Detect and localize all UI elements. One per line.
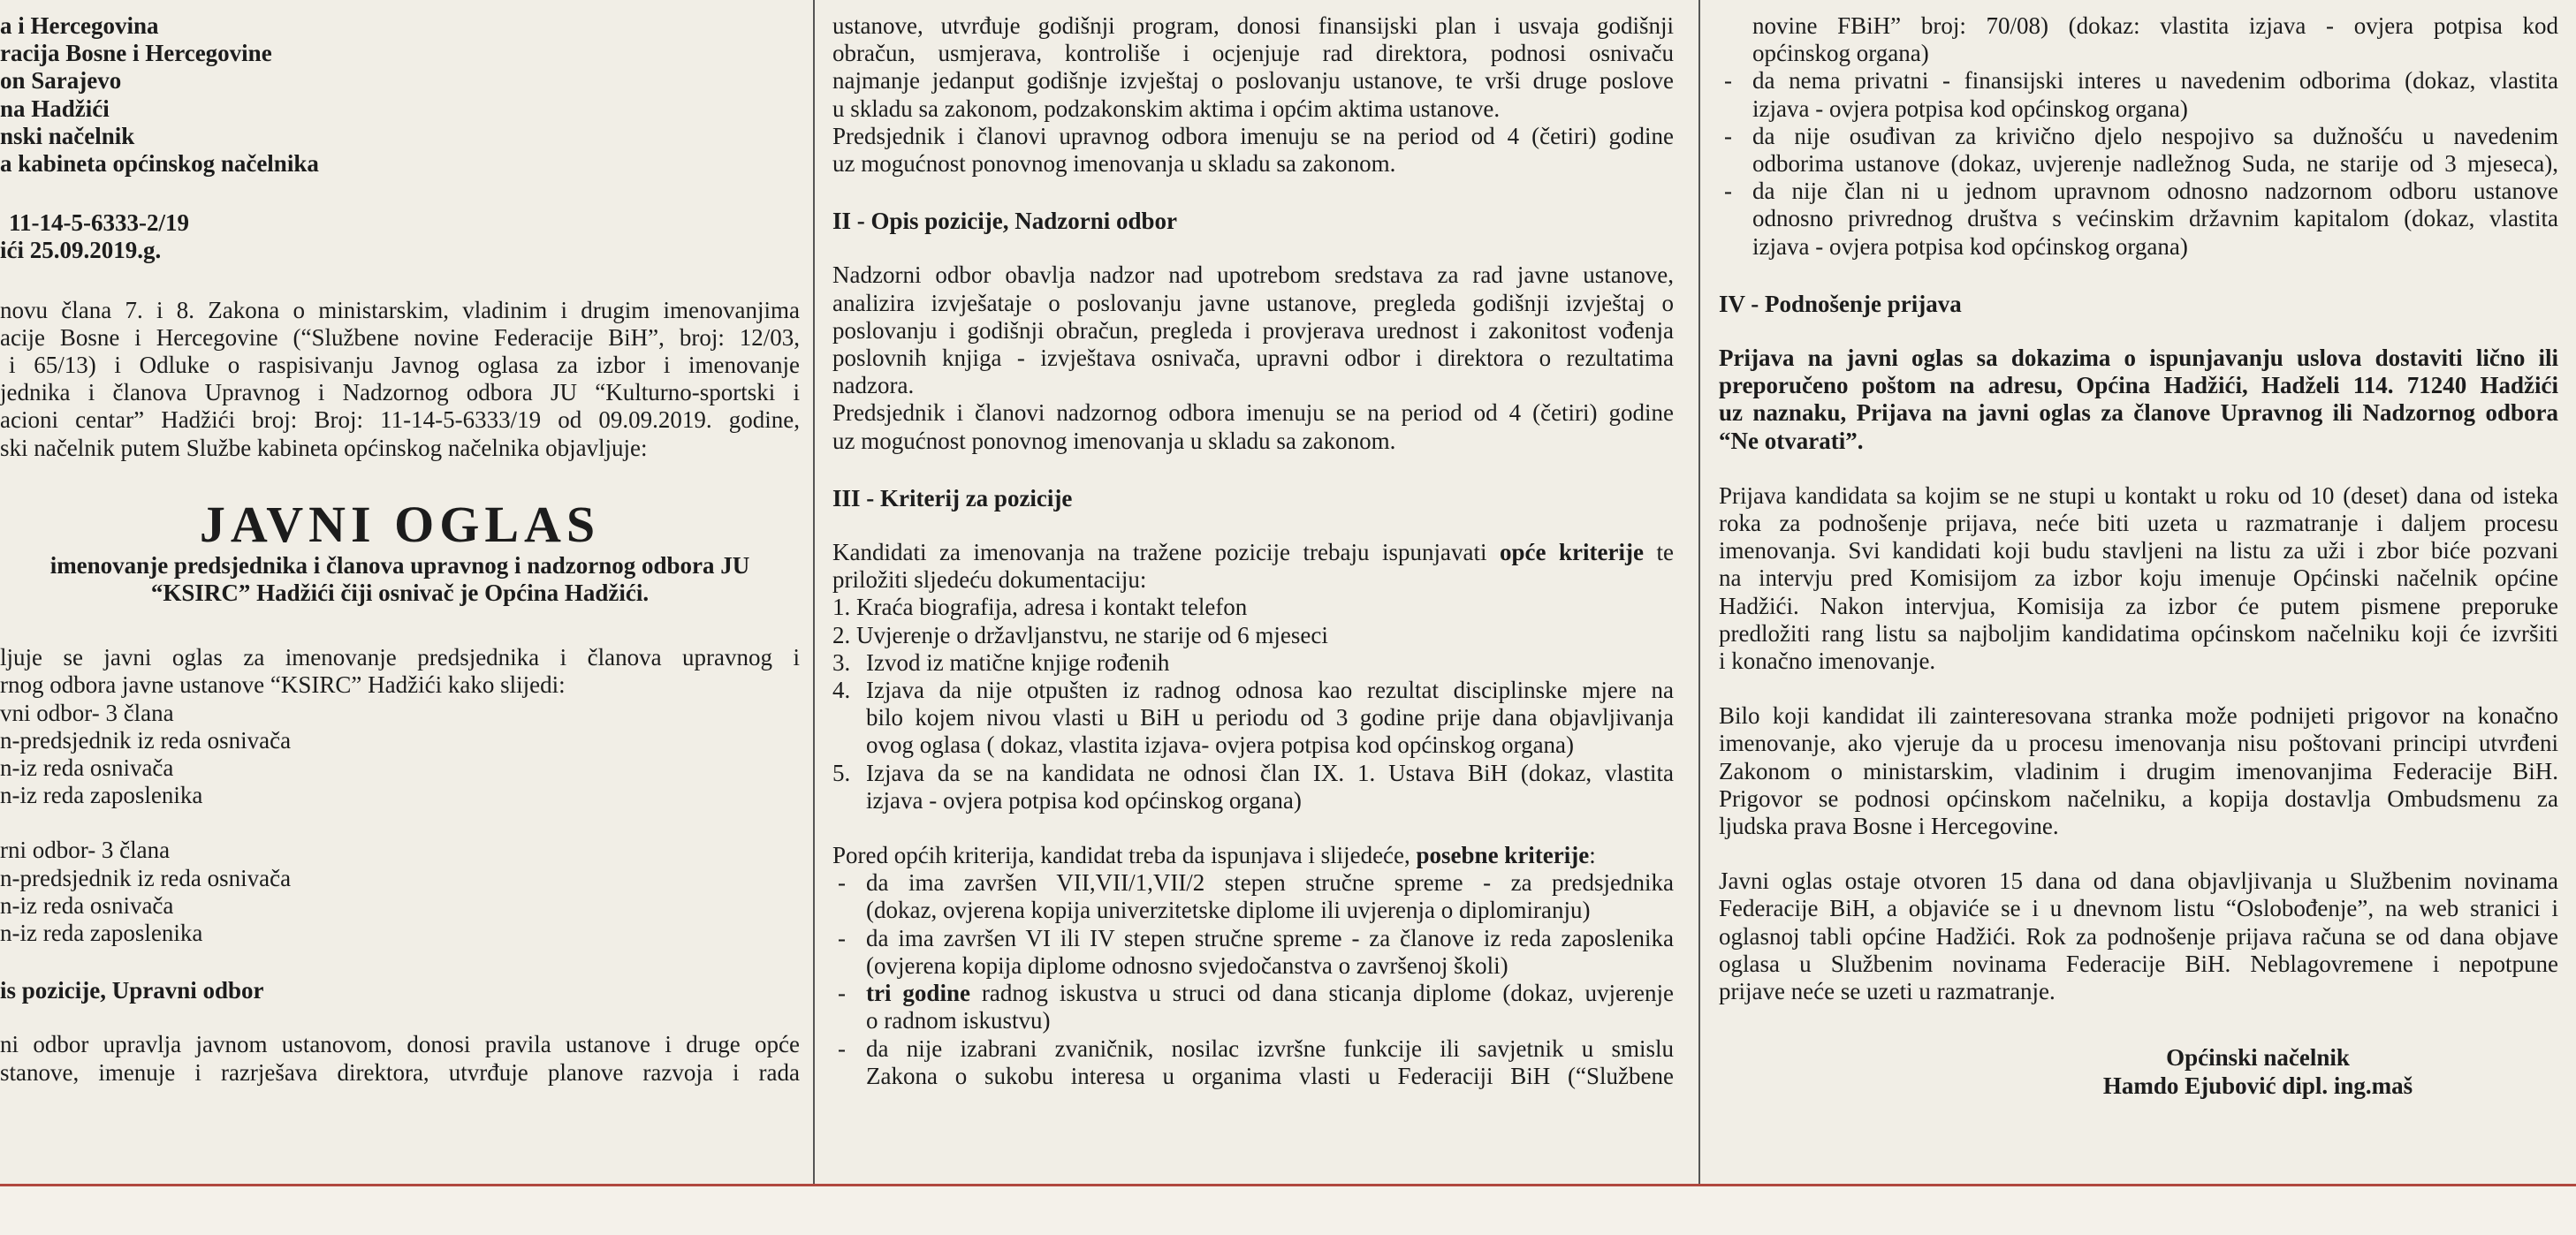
signature-block	[1719, 1044, 2417, 1099]
text-line: izjava - ovjera potpisa kod općinskog organa)	[866, 786, 1302, 814]
open-period-paragraph	[1719, 868, 2558, 1005]
document-number: 11-14-5-6333-2/19	[9, 209, 189, 237]
list-item: n-iz reda osnivača	[0, 891, 174, 919]
intro-paragraph	[0, 297, 800, 462]
text-line: (ovjerena kopija diplome odnosno svjedočanstva o završenoj školi)	[866, 951, 1508, 979]
text-line: ustanove, utvrđuje godišnji program, donosi finansijski plan i usvaja godišnji	[832, 12, 1674, 39]
section-heading: II - Opis pozicije, Nadzorni odbor	[832, 208, 1178, 235]
text-line: bilo kojem nivou vlasti u BiH u periodu od 3 godine prije dana objavljivanja	[866, 704, 1674, 731]
emphasis-text: posebne kriterije	[1416, 842, 1590, 869]
subtitle-line: imenovanje predsjednika i članova upravnog i nadzornog odbora JU	[49, 551, 750, 579]
list-item	[1719, 178, 2558, 261]
text-line: Hadžići. Nakon intervjua, Komisija za izbor će putem pismene preporuke	[1719, 592, 2558, 619]
text-line: obračun, usmjerava, kontroliše i ocjenjuje rad direktora, podnosi osnivaču	[832, 40, 1674, 67]
header-line: on Sarajevo	[0, 67, 122, 95]
list-item: n-iz reda zaposlenika	[0, 782, 203, 809]
upravni-odbor-list	[0, 700, 800, 810]
text-line: odborima ustanove (dokaz, uvjerenje nadležnog Suda, ne starije od 3 mjeseca),	[1752, 150, 2558, 178]
list-item	[832, 622, 1674, 649]
list-item	[1719, 123, 2558, 178]
header-line: a kabineta općinskog načelnika	[0, 150, 319, 178]
list-item	[832, 594, 1674, 621]
text-line: o radnom iskustvu)	[866, 1007, 1051, 1034]
section1-paragraph	[0, 1031, 800, 1086]
item-number: 3.	[832, 648, 851, 676]
text-line: Prijava kandidata sa kojim se ne stupi u kontakt u roku od 10 (deset) dana od isteka	[1719, 481, 2558, 509]
text-line: i 65/13) i Odluke o raspisivanju Javnog oglasa za izbor i imenovanje	[9, 352, 800, 379]
text-line: ski načelnik putem Službe kabineta općinskog načelnika objavljuje:	[0, 434, 648, 461]
column-right	[1719, 0, 2558, 1184]
interview-paragraph	[1719, 482, 2558, 675]
text-line: uz naznaku, Prijava na javni oglas za članove Upravnog ili Nadzornog odbora	[1719, 399, 2558, 427]
text-line: ni odbor upravlja javnom ustanovom, donosi pravila ustanove i druge opće	[0, 1031, 800, 1058]
column-divider	[1698, 0, 1700, 1184]
section2-paragraph	[832, 261, 1674, 454]
text-line: i konačno imenovanje.	[1719, 648, 1936, 675]
list-item: vni odbor- 3 člana	[0, 699, 174, 726]
signature-role: Općinski načelnik	[2166, 1044, 2350, 1072]
document-reference	[0, 209, 800, 264]
column-divider	[813, 0, 815, 1184]
criteria-list	[832, 594, 1674, 814]
text-line: oglasa u Službenim novinama Federacije BiH. Neblagovremene i nepotpune	[1719, 950, 2558, 977]
column-middle	[832, 0, 1674, 1184]
section3-intro	[832, 539, 1674, 594]
text-line: imenovanja. Svi kandidati koji budu stavljeni na listu za uži i zbor biće pozvani	[1719, 537, 2558, 564]
text-line: preporučeno poštom na adresu, Općina Hadžići, Hadželi 114. 71240 Hadžići	[1719, 372, 2558, 399]
text-line: odnosno privrednog društva s većinskim državnim kapitalom (dokaz, vlastita	[1752, 205, 2558, 232]
text-line: ljuje se javni oglas za imenovanje predsjednika i članova upravnog i	[0, 644, 800, 671]
text-line: Izjava da se na kandidata ne odnosi član IX. 1. Ustava BiH (dokaz, vlastita	[866, 759, 1674, 786]
list-item	[1719, 67, 2558, 122]
header-line: racija Bosne i Hercegovine	[0, 40, 272, 67]
announce-paragraph	[0, 644, 800, 699]
text-line: Predsjednik i članovi upravnog odbora imenuju se na period od 4 (četiri) godine	[832, 122, 1674, 149]
text-line: analizira izvješataje o poslovanju javne ustanove, pregleda godišnji izvještaj o	[832, 289, 1674, 316]
section-heading: is pozicije, Upravni odbor	[0, 977, 264, 1004]
text-line: Uvjerenje o državljanstvu, ne starije od 6 mjeseci	[856, 621, 1328, 648]
subtitle-line: “KSIRC” Hadžići čiji osnivač je Općina Hadžići.	[150, 580, 650, 607]
text-line: Nadzorni odbor obavlja nadzor nad upotrebom sredstava za rad javne ustanove,	[832, 261, 1674, 289]
text-line: acije Bosne i Hercegovine (“Službene novine Federacije BiH”, broj: 12/03,	[0, 323, 800, 351]
text-line: roka za podnošenje prijava, neće biti uzeta u razmatranje i daljem procesu	[1719, 510, 2558, 537]
nadzorni-odbor-list	[0, 837, 800, 947]
text-line: novu člana 7. i 8. Zakona o ministarskim, vladinim i drugim imenovanjima	[0, 296, 800, 323]
issuer-header	[0, 12, 800, 178]
text-line: uz mogućnost ponovnog imenovanja u skladu sa zakonom.	[832, 150, 1396, 178]
header-line: na Hadžići	[0, 95, 110, 122]
header-line: a i Hercegovina	[0, 12, 159, 39]
list-item	[832, 980, 1674, 1034]
special-criteria	[832, 842, 1674, 1090]
list-item: rni odbor- 3 člana	[0, 837, 171, 864]
list-item	[832, 925, 1674, 980]
page-bottom-edge	[0, 1184, 2576, 1235]
text-span: radnog iskustva u struci od dana sticanja diplome (dokaz, uvjerenje	[969, 980, 1674, 1007]
header-line: nski načelnik	[0, 122, 135, 149]
list-item	[832, 760, 1674, 814]
text-line: na intervju pred Komisijom za izbor koju imenuje Općinski načelnik općine	[1719, 564, 2558, 592]
text-line: uz mogućnost ponovnog imenovanja u skladu sa zakonom.	[832, 427, 1396, 454]
text-line: Izvod iz matične knjige rođenih	[866, 648, 1170, 676]
text-line: - da nije izabrani zvaničnik, nosilac izvršne funkcije ili savjetnik u smislu	[866, 1034, 1674, 1062]
text-line: Predsjednik i članovi nadzornog odbora imenuju se na period od 4 (četiri) godine	[832, 399, 1674, 427]
emphasis-text: opće kriterije	[1500, 539, 1644, 566]
special-criteria-continuation	[1719, 12, 2558, 67]
text-line: najmanje jedanput godišnje izvještaj o poslovanju ustanove, te vrši druge poslove	[832, 67, 1674, 95]
text-span: Kandidati za imenovanja na tražene pozicije trebaju ispunjavati	[832, 539, 1500, 566]
text-line: u skladu sa zakonom, podzakonskim aktima i općim aktima ustanove.	[832, 95, 1501, 122]
text-line: prijave neće se uzeti u razmatranje.	[1719, 978, 2055, 1005]
text-line: “Ne otvarati”.	[1719, 427, 1864, 454]
text-line: - da ima završen VII,VII/1,VII/2 stepen stručne spreme - za predsjednika	[866, 869, 1674, 897]
item-number: 5.	[832, 759, 851, 786]
text-line: Zakona o sukobu interesa u organima vlasti u Federaciji BiH (“Službene	[866, 1062, 1674, 1089]
list-item: n-predsjednik iz reda osnivača	[0, 864, 292, 891]
emphasis-text: tri godine	[866, 980, 970, 1007]
text-line: općinskog organa)	[1752, 40, 1929, 67]
list-item	[832, 649, 1674, 677]
text-line: izjava - ovjera potpisa kod općinskog organa)	[1752, 232, 2188, 260]
text-line: - da ima završen VI ili IV stepen stručne spreme - za članove iz reda zaposlenika	[866, 924, 1674, 951]
text-line: Prigovor se podnosi općinskom načelniku, a kopija dostavlja Ombudsmenu za	[1719, 784, 2558, 812]
text-line: izjava - ovjera potpisa kod općinskog organa)	[1752, 95, 2188, 122]
list-item: n-predsjednik iz reda osnivača	[0, 726, 292, 754]
text-line: nadzora.	[832, 372, 915, 399]
text-line: ljudska prava Bosne i Hercegovine.	[1719, 813, 2059, 840]
text-line: Javni oglas ostaje otvoren 15 dana od dana objavljivanja u Službenim novinama	[1719, 868, 2558, 895]
text-line: Prijava na javni oglas sa dokazima o ispunjavanju uslova dostaviti lično ili	[1719, 345, 2558, 372]
text-line: Bilo koji kandidat ili zainteresovana stranka može podnijeti prigovor na konačno	[1719, 702, 2558, 730]
text-line: stanove, imenuje i razrješava direktora, utvrđuje planove razvoja i rada	[0, 1058, 800, 1086]
document-date: ići 25.09.2019.g.	[0, 237, 162, 264]
text-line: - da nije član ni u jednom upravnom odnosno nadzornom odboru ustanove	[1752, 178, 2558, 205]
text-line: Izjava da nije otpušten iz radnog odnosa kao rezultat disciplinske mjere na	[866, 677, 1674, 704]
text-line: acioni centar” Hadžići broj: Broj: 11-14-5-6333/19 od 09.09.2019. godine,	[0, 406, 800, 434]
text-line: predložiti rang listu sa najboljim kandidatima općinskom načelniku koji će izvršiti	[1719, 619, 2558, 647]
item-number: 1.	[832, 594, 851, 621]
text-line: novine FBiH” broj: 70/08) (dokaz: vlastita izjava - ovjera potpisa kod	[1752, 12, 2558, 39]
text-line: imenovanje, ako vjeruje da u procesu imenovanja nisu poštovani principi utvrđeni	[1719, 730, 2558, 757]
text-span: te	[1643, 539, 1674, 566]
text-line: Kraća biografija, adresa i kontakt telefon	[856, 594, 1248, 621]
list-item	[832, 1035, 1674, 1090]
text-line: priložiti sljedeću dokumentaciju:	[832, 566, 1147, 594]
list-item: n-iz reda zaposlenika	[0, 920, 203, 947]
list-item: n-iz reda osnivača	[0, 754, 174, 782]
text-line: rnog odbora javne ustanove “KSIRC” Hadžići kako slijedi:	[0, 671, 566, 699]
text-line: oglasnoj tabli općine Hadžići. Rok za podnošenje prijava računa se od dana objave	[1719, 922, 2558, 950]
text-line: - da nema privatni - finansijski interes u navedenim odborima (dokaz, vlastita	[1752, 67, 2558, 95]
text-line: Zakonom o ministarskim, vladinim i drugim imenovanjima Federacije BiH.	[1719, 757, 2558, 784]
text-line: poslovnih knjiga - izvještava osnivača, upravni odbor i direktora o rezultatima	[832, 345, 1674, 372]
text-line: Federacije BiH, a objaviće se i u dnevnom listu “Oslobođenje”, na web stranici i	[1719, 895, 2558, 922]
complaint-paragraph	[1719, 702, 2558, 840]
item-number: 4.	[832, 677, 851, 704]
list-item	[832, 677, 1674, 760]
signature-name: Hamdo Ejubović dipl. ing.maš	[2102, 1072, 2413, 1099]
submission-paragraph	[1719, 345, 2558, 455]
column-left	[0, 0, 800, 1184]
text-line: ovog oglasa ( dokaz, vlastita izjava- ovjera potpisa kod općinskog organa)	[866, 731, 1575, 759]
section-heading: III - Kriterij za pozicije	[832, 484, 1073, 511]
text-line: (dokaz, ovjerena kopija univerzitetske diplome ili uvjerenja o diplomiranju)	[866, 897, 1591, 924]
text-line: - da nije osuđivan za krivično djelo nespojivo sa dužnošću u navedenim	[1752, 122, 2558, 149]
list-item	[832, 869, 1674, 924]
section-heading: IV - Podnošenje prijava	[1719, 290, 1962, 317]
announcement-title: JAVNI OGLAS	[199, 495, 601, 553]
section1-continuation	[832, 12, 1674, 178]
announcement-subtitle	[0, 552, 800, 607]
text-span: Pored općih kriterija, kandidat treba da ispunjava i slijedeće,	[832, 842, 1417, 869]
text-span: :	[1589, 842, 1596, 869]
item-number: 2.	[832, 621, 851, 648]
text-line: jednika i članova Upravnog i Nadzornog odbora JU “Kulturno-sportski i	[0, 379, 800, 406]
text-line: poslovanju i godišnji obračun, pregleda i provjerava urednost i zakonitost vođenja	[832, 316, 1674, 344]
